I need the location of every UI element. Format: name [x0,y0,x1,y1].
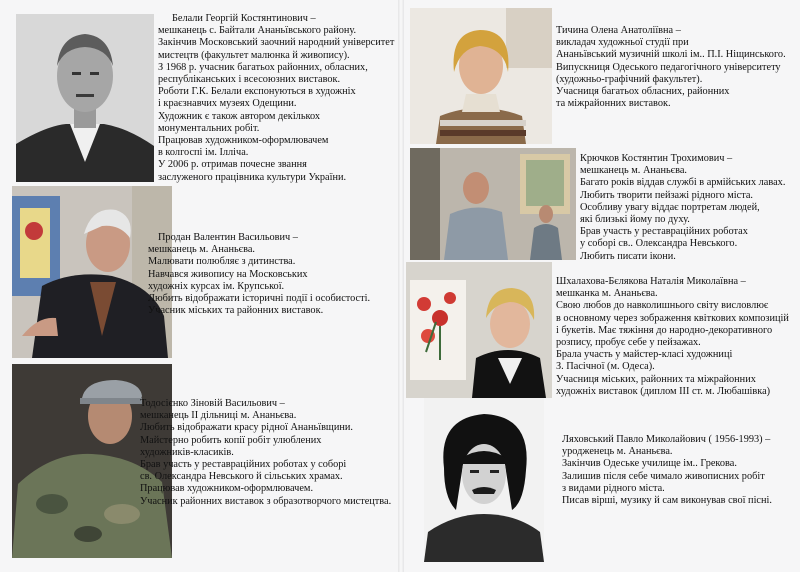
bio-line: Малювати полюбляє з дитинства. [148,256,296,268]
bio-line: уродженець м. Ананьєва. [562,446,673,458]
bio-line: Працював художником-оформлювачем. [140,483,314,495]
bio-line: в колгоспі ім. Ілліча. [158,147,249,159]
bio-line: заслуженого працівника культури України. [158,171,347,183]
bio-line: мешканець м. Ананьєва. [148,244,255,256]
bio-line: св. Олександра Невського й сільських храмах. [140,471,343,483]
portrait-belaly [16,14,154,182]
bio-line: з видами рідного міста. [562,482,665,494]
bio-line: Працював художником-оформлювачем [158,135,329,147]
bio-name: Тичина Олена Анатоліївна – [556,25,681,36]
bio-line: мистецтв (факультет малюнка й живопису). [158,49,350,61]
bio-line: Художник є також автором декількох [158,110,321,122]
bio-name: Ляховський Павло Миколайович ( 1956-1993) – [562,434,771,445]
bio-line: республіканських і всесоюзних виставок. [158,74,341,86]
bio-line: монументальних робіт. [158,122,260,134]
bio-line: і краєзнавчих музеях Одещини. [158,98,297,110]
bio-line: Багато років віддав службі в армійських лавах. [580,177,786,189]
bio-line: у соборі св.. Олександра Невського. [580,238,738,250]
bio-line: Учасник районних виставок з образотворчого мистецтва. [140,495,392,507]
bio-line: Учасник міських та районних виставок. [148,305,324,317]
bio-name: Крючков Костянтин Трохимович – [580,153,733,164]
photo-tychyna [410,8,552,144]
bio-prodan [148,232,370,317]
bio-line: Учасниця міських, районних та міжрайонних [556,373,756,385]
bio-line: Писав вірші, музику й сам виконував свої пісні. [562,495,772,507]
bio-line: мешканець II дільниці м. Ананьєва. [140,410,297,422]
bio-line: мешканець м. Ананьєва. [580,165,687,177]
bio-line: З. Пасічної (м. Одеса). [556,361,655,373]
bio-line: викладач художньої студії при [556,37,689,49]
bio-line: У 2006 р. отримав почесне звання [158,159,307,171]
bio-line: художніх курсах ім. Крупської. [148,280,285,292]
bio-line: Випускниця Одеського педагогічного університету [556,61,781,73]
bio-line: Ананьївський музичній школі ім.. П.І. Ніщинського. [556,49,786,61]
bio-line: (художньо-графічний факультет). [556,73,703,85]
bio-tychyna [556,25,786,110]
bio-name: Шхалахова-Бєлякова Наталія Миколаївна – [556,276,746,287]
bio-line: розпису, пробує себе у пейзажах. [556,337,701,349]
bio-line: Особливу увагу віддає портретам людей, [580,201,760,213]
bio-line: в основному через зображення квіткових композицій [556,312,789,324]
page-fold [398,0,404,572]
bio-line: мешканка м. Ананьєва. [556,288,658,300]
bio-line: Закінчив Московський заочний народний університет [158,37,395,49]
bio-name: Продан Валентин Васильович – [158,232,298,243]
bio-line: Любить відображати красу рідної Ананьївщини. [140,422,353,434]
bio-line: Залишив після себе чимало живописних робіт [562,470,765,482]
bio-line: Майстерно робить копії робіт улюблених [140,434,322,446]
bio-name: Тодосієнко Зіновій Васильович – [140,398,285,409]
photo-shkhalakhova [406,262,552,398]
bio-line: та міжрайонних виставок. [556,98,671,110]
bio-line: Брала участь у майстер-класі художниці [556,349,733,361]
bio-line: Любить відображати історичні події і особистості. [148,293,371,305]
bio-name: Белали Георгій Костянтинович – [172,13,316,24]
bio-todosienko [140,398,391,508]
bio-line: Учасниця багатьох обласних, районних [556,86,730,98]
bio-line: і букетів. Має тяжіння до народно-декоративного [556,324,773,336]
bio-line: художників-класиків. [140,446,234,458]
bio-liakhovskyi [562,434,772,507]
bio-line: Свою любов до навколишнього світу висловлює [556,300,769,312]
bio-line: Брав участь у реставраційних роботах [580,226,748,238]
bio-line: Брав участь у реставраційних роботах у соборі [140,459,347,471]
bio-line: художніх виставок (диплом III ст. м. Любашівка) [556,385,771,397]
bio-line: Закінчив Одеське училище ім.. Грекова. [562,458,737,470]
portrait-liakhovskyi [424,398,544,562]
bio-line: які близькі йому по духу. [580,214,690,226]
bio-line: мешканець с. Байтали Ананьївського району. [158,25,357,37]
bio-line: Любить творити пейзажі рідного міста. [580,189,753,201]
bio-line: Любить писати ікони. [580,250,676,262]
bio-line: Навчався живопису на Московських [148,268,308,280]
photo-kriuchkov [410,148,576,260]
bio-line: З 1968 р. учасник багатьох районних, обласних, [158,61,368,73]
bio-shkhalakhova [556,276,789,398]
bio-line: Роботи Г.К. Белали експонуються в художніх [158,86,356,98]
bio-kriuchkov [580,153,785,263]
bio-belaly [158,13,394,184]
